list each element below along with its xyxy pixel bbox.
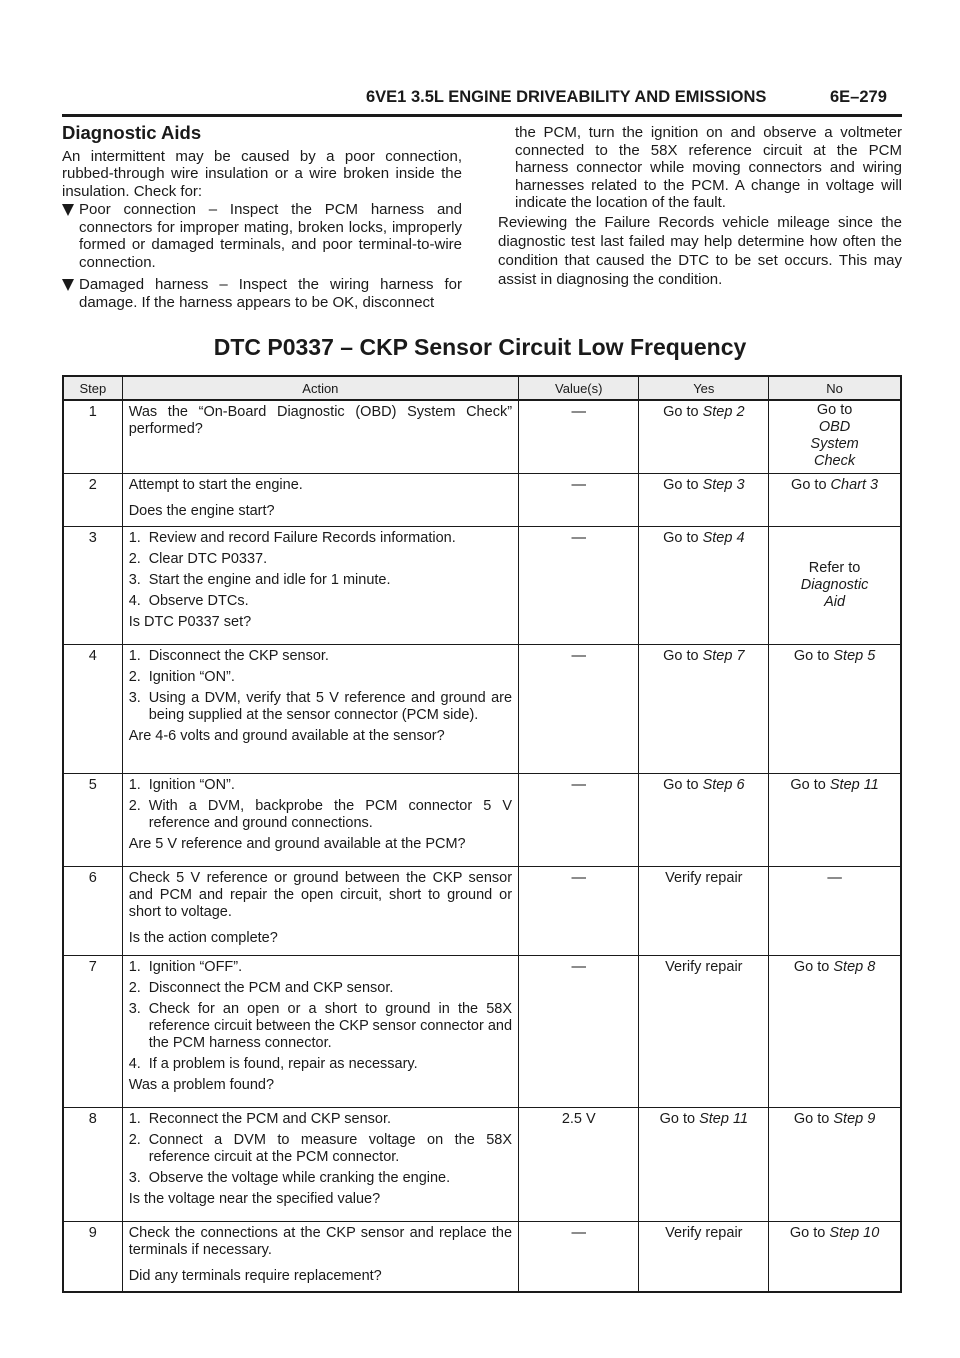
action-cell bbox=[122, 527, 518, 645]
value-cell: — bbox=[519, 527, 639, 645]
table-row bbox=[63, 645, 901, 774]
table-row bbox=[63, 474, 901, 527]
no-cell bbox=[769, 774, 901, 867]
table-row bbox=[63, 400, 901, 474]
no-prefix: Go to bbox=[789, 1225, 826, 1241]
action-item: 1. Ignition “ON”. bbox=[128, 777, 235, 793]
step-number: 5 bbox=[63, 774, 122, 867]
no-cell bbox=[769, 1108, 901, 1222]
yes-cell bbox=[639, 774, 769, 867]
action-cell bbox=[122, 956, 518, 1108]
step-number: 7 bbox=[63, 956, 122, 1108]
value-cell: — bbox=[519, 956, 639, 1108]
action-text: Check 5 V reference or ground between the CKP sensor and PCM and repair the open circuit, short to ground or short to voltage. bbox=[128, 870, 513, 920]
yes-cell bbox=[639, 1108, 769, 1222]
no-cell bbox=[769, 527, 901, 645]
no-step-link[interactable]: Step 9 bbox=[833, 1111, 876, 1127]
header-rule bbox=[62, 114, 902, 117]
yes-cell: Verify repair bbox=[639, 1222, 769, 1292]
table-row bbox=[63, 527, 901, 645]
no-cell bbox=[769, 474, 901, 527]
no-step-link[interactable]: OBD System Check bbox=[810, 419, 859, 469]
action-question: Did any terminals require replacement? bbox=[128, 1268, 382, 1284]
action-item: 1. Reconnect the PCM and CKP sensor. bbox=[128, 1111, 392, 1127]
action-item: 3. Using a DVM, verify that 5 V reference and ground are being supplied at the sensor connector (PCM side). bbox=[128, 690, 513, 723]
action-item: 2. Disconnect the PCM and CKP sensor. bbox=[128, 980, 394, 996]
no-prefix: Go to bbox=[793, 648, 830, 664]
action-item: 1. Ignition “OFF”. bbox=[128, 959, 243, 975]
dtc-title: DTC P0337 – CKP Sensor Circuit Low Frequency bbox=[213, 334, 747, 360]
no-prefix: Refer to bbox=[808, 560, 861, 576]
yes-step-link[interactable]: Step 4 bbox=[702, 530, 745, 546]
action-item: 4. Observe DTCs. bbox=[128, 593, 249, 609]
bullet-item bbox=[62, 276, 462, 311]
yes-step-link[interactable]: Step 6 bbox=[702, 777, 745, 793]
no-cell bbox=[769, 956, 901, 1108]
step-number: 2 bbox=[63, 474, 122, 527]
bullet-item bbox=[62, 201, 462, 271]
yes-prefix: Go to bbox=[659, 1111, 696, 1127]
action-item: 4. If a problem is found, repair as necessary. bbox=[128, 1056, 418, 1072]
no-prefix: Go to bbox=[790, 777, 826, 793]
left-column bbox=[62, 124, 462, 311]
yes-cell bbox=[639, 645, 769, 774]
action-text: Check the connections at the CKP sensor and replace the terminals if necessary. bbox=[128, 1225, 513, 1258]
action-cell bbox=[122, 1108, 518, 1222]
action-cell bbox=[122, 474, 518, 527]
step-number: 6 bbox=[63, 867, 122, 956]
no-step-link[interactable]: Step 10 bbox=[829, 1225, 880, 1241]
no-step-link[interactable]: Step 5 bbox=[833, 648, 876, 664]
column-header-step: Step bbox=[63, 376, 122, 400]
yes-prefix: Go to bbox=[663, 530, 699, 546]
yes-cell bbox=[639, 527, 769, 645]
yes-prefix: Go to bbox=[663, 404, 699, 420]
action-item: 2. Ignition “ON”. bbox=[128, 669, 235, 685]
section-heading: Diagnostic Aids bbox=[62, 122, 202, 143]
yes-cell: Verify repair bbox=[639, 956, 769, 1108]
action-text: Was the “On-Board Diagnostic (OBD) System Check” performed? bbox=[128, 404, 513, 437]
column-header-values: Value(s) bbox=[519, 376, 639, 400]
action-item: 1. Review and record Failure Records information. bbox=[128, 530, 456, 546]
action-question: Is the voltage near the specified value? bbox=[128, 1191, 381, 1207]
no-cell bbox=[769, 1222, 901, 1292]
action-item: 2. Clear DTC P0337. bbox=[128, 551, 268, 567]
no-step-link[interactable]: Step 8 bbox=[833, 959, 876, 975]
page-number: 6E–279 bbox=[830, 88, 887, 106]
step-number: 4 bbox=[63, 645, 122, 774]
action-cell bbox=[122, 867, 518, 956]
action-cell bbox=[122, 774, 518, 867]
action-question: Are 4-6 volts and ground available at the sensor? bbox=[128, 728, 445, 744]
step-number: 8 bbox=[63, 1108, 122, 1222]
value-cell: — bbox=[519, 400, 639, 474]
no-cell: — bbox=[769, 867, 901, 956]
action-item: 1. Disconnect the CKP sensor. bbox=[128, 648, 329, 664]
column-header-yes: Yes bbox=[639, 376, 769, 400]
yes-cell bbox=[639, 400, 769, 474]
no-cell bbox=[769, 400, 901, 474]
value-cell: — bbox=[519, 774, 639, 867]
right-column bbox=[498, 124, 902, 289]
action-item: 3. Observe the voltage while cranking the engine. bbox=[128, 1170, 451, 1186]
bullet-continuation: the PCM, turn the ignition on and observe a voltmeter connected to the 58X reference circuit at the PCM harness connector while moving connectors and wiring harnesses related to the PCM. A change in voltage will indicate the location of the fault. bbox=[515, 124, 902, 211]
header-title: 6VE1 3.5L ENGINE DRIVEABILITY AND EMISSIONS bbox=[366, 88, 767, 106]
step-number: 9 bbox=[63, 1222, 122, 1292]
yes-step-link[interactable]: Step 11 bbox=[699, 1111, 749, 1127]
no-prefix: Go to bbox=[791, 477, 827, 493]
value-cell: — bbox=[519, 1222, 639, 1292]
yes-cell: Verify repair bbox=[639, 867, 769, 956]
table-row bbox=[63, 956, 901, 1108]
action-item: 2. Connect a DVM to measure voltage on the 58X reference circuit at the PCM connector. bbox=[128, 1132, 513, 1165]
failure-records-paragraph: Reviewing the Failure Records vehicle mileage since the diagnostic test last failed may help determine how often the condition that caused the DTC to be set occurs. This may assist in diagnosing the condition. bbox=[498, 213, 902, 288]
yes-cell bbox=[639, 474, 769, 527]
yes-step-link[interactable]: Step 2 bbox=[702, 404, 745, 420]
action-question: Is DTC P0337 set? bbox=[128, 614, 252, 630]
yes-step-link[interactable]: Step 3 bbox=[702, 477, 745, 493]
bullet-text: Damaged harness – Inspect the wiring harness for damage. If the harness appears to be OK, disconnect bbox=[79, 276, 462, 311]
action-item: 3. Check for an open or a short to ground in the 58X reference circuit between the CKP sensor connector and the PCM harness connector. bbox=[128, 1001, 513, 1051]
step-number: 1 bbox=[63, 400, 122, 474]
table-row bbox=[63, 867, 901, 956]
action-item: 3. Start the engine and idle for 1 minute. bbox=[128, 572, 391, 588]
action-question: Does the engine start? bbox=[128, 503, 275, 519]
table-row bbox=[63, 1108, 901, 1222]
table-row bbox=[63, 1222, 901, 1292]
no-step-link[interactable]: Step 11 bbox=[829, 777, 879, 793]
yes-prefix: Go to bbox=[663, 648, 699, 664]
yes-prefix: Go to bbox=[663, 477, 699, 493]
action-cell bbox=[122, 645, 518, 774]
action-item: 2. With a DVM, backprobe the PCM connector 5 V reference and ground connections. bbox=[128, 798, 513, 831]
yes-step-link[interactable]: Step 7 bbox=[702, 648, 745, 664]
no-prefix: Go to bbox=[793, 959, 830, 975]
bullet-text: Poor connection – Inspect the PCM harness and connectors for improper mating, broken locks, improperly formed or damaged terminals, and poor terminal-to-wire connection. bbox=[79, 201, 462, 271]
table-header-row bbox=[63, 376, 901, 400]
action-question: Was a problem found? bbox=[128, 1077, 275, 1093]
value-cell: — bbox=[519, 645, 639, 774]
table-row bbox=[63, 774, 901, 867]
diagnostic-table bbox=[62, 375, 902, 1293]
intro-paragraph: An intermittent may be caused by a poor connection, rubbed-through wire insulation or a wire broken inside the insulation. Check for: bbox=[62, 147, 462, 200]
triangle-bullet-icon bbox=[62, 279, 74, 291]
value-cell: — bbox=[519, 867, 639, 956]
no-step-link[interactable]: Diagnostic Aid bbox=[800, 577, 869, 610]
no-prefix: Go to bbox=[793, 1111, 830, 1127]
no-prefix: Go to bbox=[816, 402, 853, 418]
column-header-action: Action bbox=[122, 376, 518, 400]
step-number: 3 bbox=[63, 527, 122, 645]
no-cell bbox=[769, 645, 901, 774]
value-cell: 2.5 V bbox=[519, 1108, 639, 1222]
no-step-link[interactable]: Chart 3 bbox=[830, 477, 879, 493]
value-cell: — bbox=[519, 474, 639, 527]
action-text: Attempt to start the engine. bbox=[128, 477, 303, 493]
yes-prefix: Go to bbox=[663, 777, 699, 793]
triangle-bullet-icon bbox=[62, 204, 74, 216]
action-question: Is the action complete? bbox=[128, 930, 278, 946]
action-cell bbox=[122, 400, 518, 474]
column-header-no: No bbox=[769, 376, 901, 400]
action-cell bbox=[122, 1222, 518, 1292]
action-question: Are 5 V reference and ground available at the PCM? bbox=[128, 836, 466, 852]
page-header bbox=[0, 88, 960, 112]
